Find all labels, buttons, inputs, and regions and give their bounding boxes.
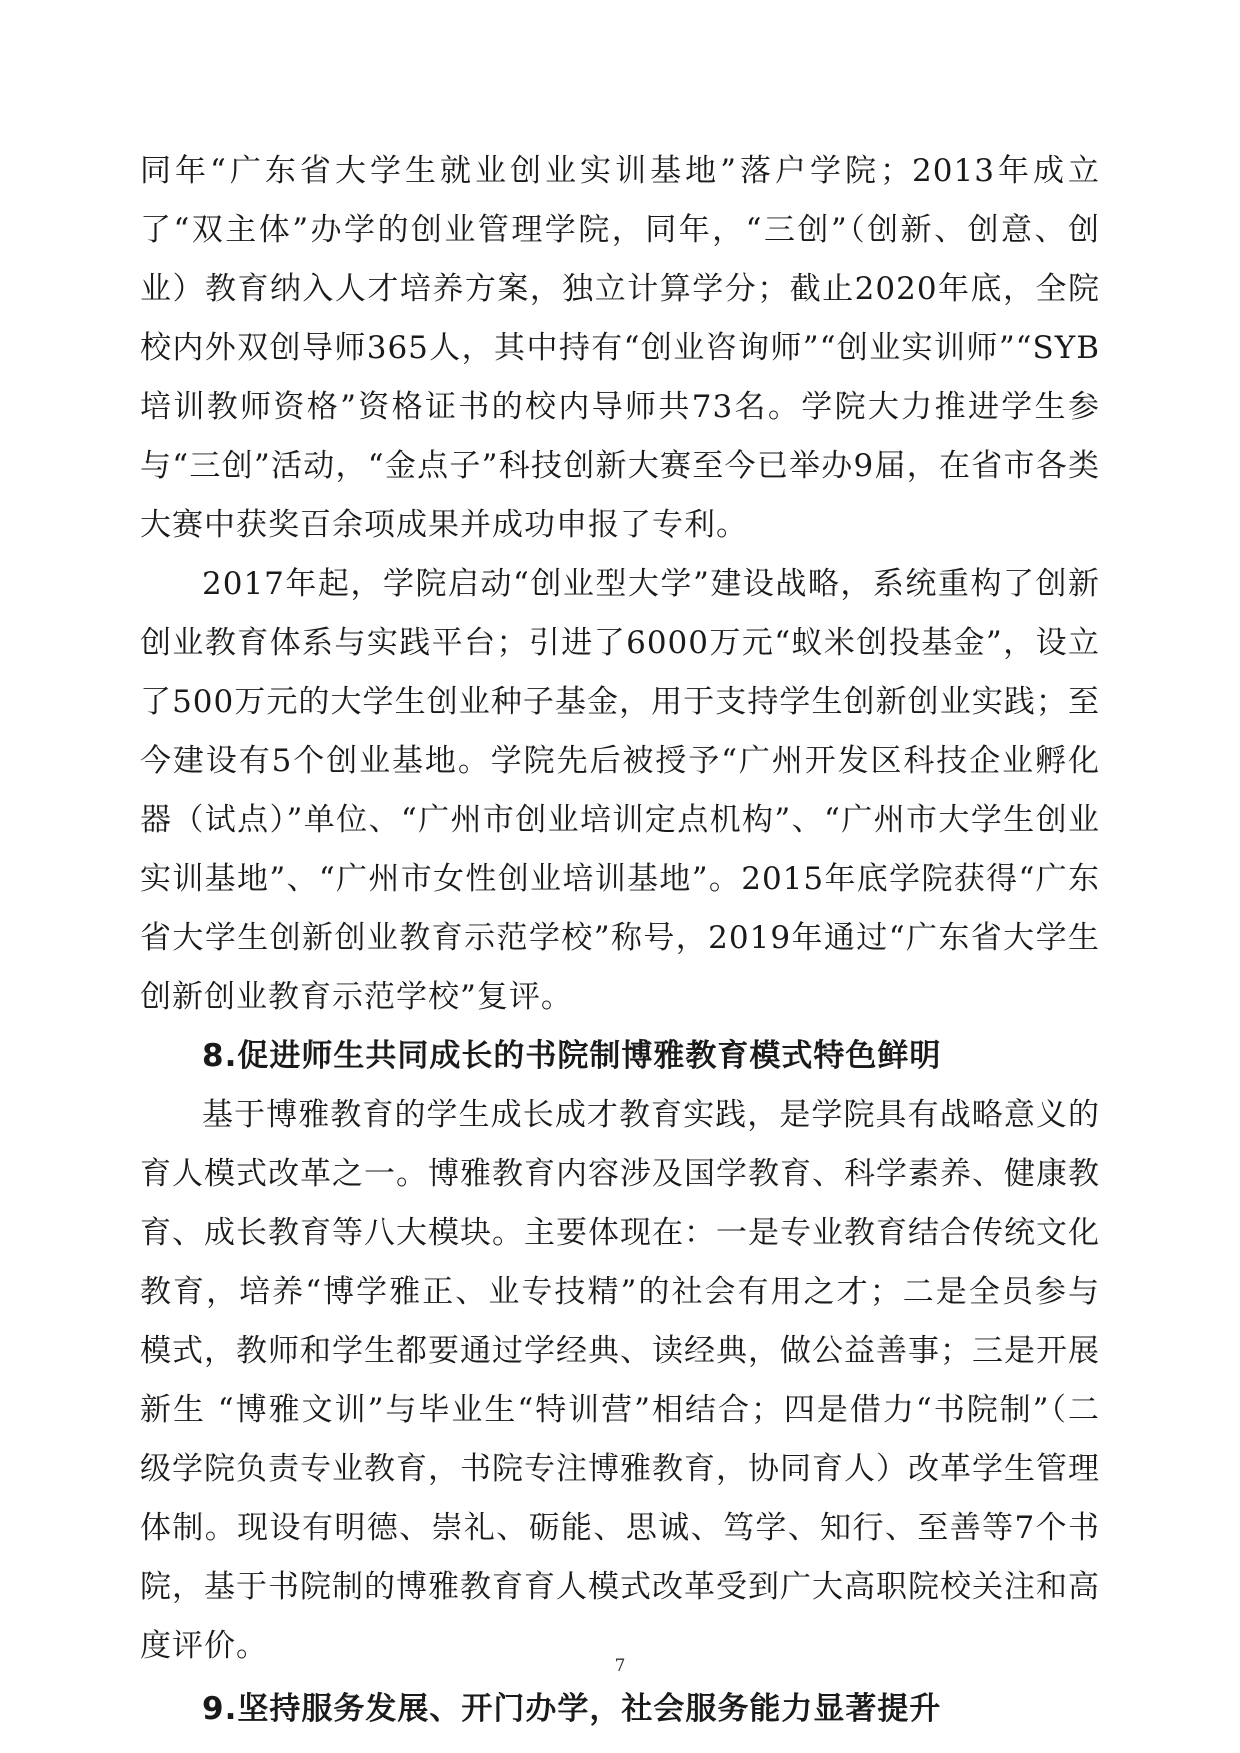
section-heading-8: 8.促进师生共同成长的书院制博雅教育模式特色鲜明 [202,1038,942,1074]
section-heading-9: 9.坚持服务发展、开门办学，社会服务能力显著提升 [202,1691,942,1727]
document-body [140,142,1100,1739]
paragraph-liberal-education: 基于博雅教育的学生成长成才教育实践，是学院具有战略意义的育人模式改革之一。博雅教育内容涉及国学教育、科学素养、健康教育、成长教育等八大模块。主要体现在：一是专业教育结合传统文化教育，培养“博学雅正、业专技精”的社会有用之才；二是全员参与模式，教师和学生都要通过学经典、读经典，做公益善事；三是开展新生 “博雅文训”与毕业生“特训营”相结合；四是借力“书院制”（二级学院负责专业教育，书院专注博雅教育，协同育人）改革学生管理体制。现设有明德、崇礼、砺能、思诚、笃学、知行、至善等7个书院，基于书院制的博雅教育育人模式改革受到广大高职院校关注和高度评价。 [140,1097,1100,1664]
paragraph-entrepreneurship-base: 同年“广东省大学生就业创业实训基地”落户学院；2013年成立了“双主体”办学的创业管理学院，同年，“三创”（创新、创意、创业）教育纳入人才培养方案，独立计算学分；截止2020年底，全院校内外双创导师365人，其中持有“创业咨询师”“创业实训师”“SYB培训教师资格”资格证书的校内导师共73名。学院大力推进学生参与“三创”活动，“金点子”科技创新大赛至今已举办9届，在省市各类大赛中获奖百余项成果并成功申报了专利。 [140,153,1100,543]
paragraph-entrepreneurial-university: 2017年起，学院启动“创业型大学”建设战略，系统重构了创新创业教育体系与实践平台；引进了6000万元“蚁米创投基金”，设立了500万元的大学生创业种子基金，用于支持学生创新创业实践；至今建设有5个创业基地。学院先后被授予“广州开发区科技企业孵化器（试点）”单位、“广州市创业培训定点机构”、“广州市大学生创业实训基地”、“广州市女性创业培训基地”。2015年底学院获得“广东省大学生创新创业教育示范学校”称号，2019年通过“广东省大学生创新创业教育示范学校”复评。 [140,566,1100,1015]
page-number: 7 [614,1656,626,1676]
